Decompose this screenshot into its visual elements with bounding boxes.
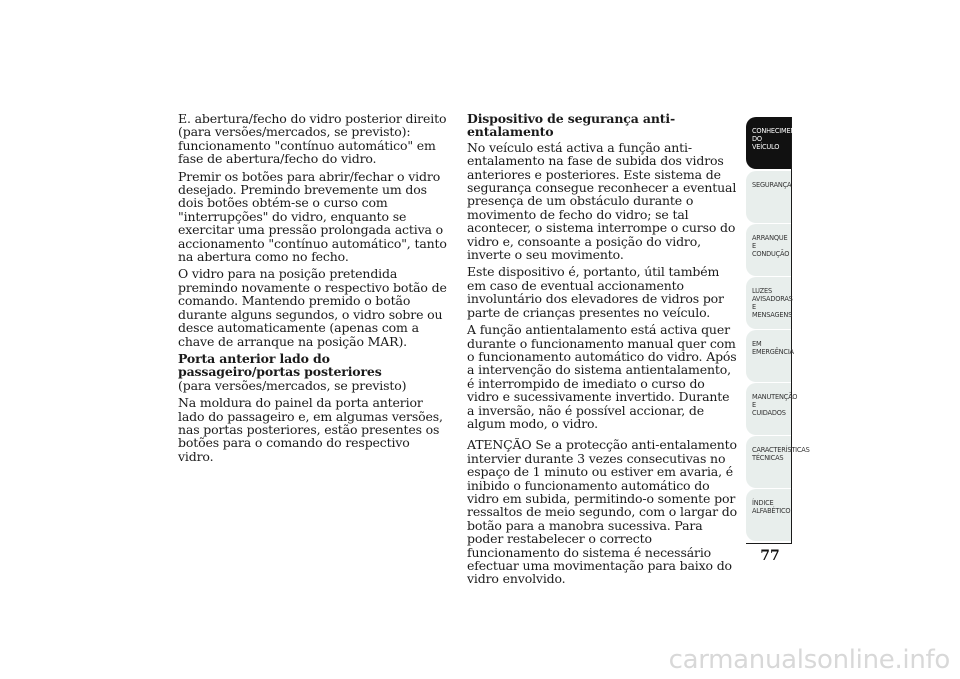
warning-note: ATENÇÃO Se a protecção anti-entalamento intervier durante 3 vezes consecutivas no espaço de 1 minuto ou estiver em avaria, é inibido o funcionamento automático do vidro em subida, permitindo-o somente por ressaltos de meio segundo, com o largar do botão para a manobra sucessiva. Para poder restabelecer o correcto funcionamento do sistema é necessário efectuar uma movimentação para baixo do vidro envolvido. [467,437,738,587]
tab-luzes-avisadoras[interactable] [746,277,791,329]
tab-indice-alfabetico[interactable] [746,489,791,541]
paragraph: E. abertura/fecho do vidro posterior direito (para versões/mercados, se previsto): funcionamento "contínuo automático" em fase de abertura/fecho do vidro. [178,111,447,167]
paragraph: Premir os botões para abrir/fechar o vidro desejado. Premindo brevemente um dos dois botões obtém-se o curso com "interrupções" do vidro, enquanto se exercitar uma pressão prolongada activa o accionamento "contínuo automático", tanto na abertura como no fecho. [178,168,447,265]
tab-arranque-e-conducao[interactable] [746,224,791,276]
tab-label: SEGURANÇA [752,181,792,189]
chapter-tab-sidebar [746,117,810,544]
page-number: 77 [760,548,780,564]
section-heading: Porta anterior lado do passageiro/portas posteriores [178,350,382,380]
tab-label: ÍNDICE ALFABÉTICO [752,499,791,515]
tab-manutencao[interactable] [746,383,798,435]
left-text-column [178,112,448,467]
tab-conhecimento-do-veiculo[interactable] [746,117,805,169]
paragraph: No veículo está activa a função anti-entalamento na fase de subida dos vidros anteriores e posteriores. Este sistema de segurança consegue reconhecer a eventual presença de um obstáculo durante o movimento de fecho do vidro; se tal acontecer, o sistema interrompe o curso do vidro e, consoante a posição do vidro, inverte o seu movimento. [467,139,737,263]
tab-label: CONHECIMENTO DO VEÍCULO [752,127,805,151]
right-text-column [467,112,737,590]
tab-label: CARACTERÍSTICAS TÉCNICAS [752,446,810,462]
paragraph: O vidro para na posição pretendida premindo novamente o respectivo botão de comando. Mantendo premido o botão durante alguns segundos, o vidro sobre ou desce automaticamente (apenas com a chave de arranque na posição MAR). [178,266,447,349]
tab-label: LUZES AVISADORAS E MENSAGENS [752,287,793,319]
paragraph: Na moldura do painel da porta anterior lado do passageiro e, em algumas versões, nas portas posteriores, estão presentes os botões para o comando do respectivo vidro. [178,395,443,464]
tab-seguranca[interactable] [746,171,791,223]
watermark: carmanualsonline.info [668,645,950,675]
tab-label: ARRANQUE E CONDUÇÃO [752,234,790,258]
paragraph: A função antientalamento está activa quer durante o funcionamento manual quer com o funcionamento automático do vidro. Após a intervenção do sistema antientalamento, é interrompido de imediato o curso do vidro e sucessivamente invertido. Durante a inversão, não é possível accionar, de algum modo, o vidro. [467,322,737,431]
tab-label: EM EMERGÊNCIA [752,340,794,356]
paragraph: Este dispositivo é, portanto, útil também em caso de eventual accionamento involuntário dos elevadores de vidros por parte de crianças presentes no veículo. [467,264,724,320]
section-heading: Dispositivo de segurança anti-entalamento [467,111,676,140]
tab-em-emergencia[interactable] [746,330,794,382]
section-subheading: (para versões/mercados, se previsto) [178,377,407,393]
tab-label: MANUTENÇÃO E CUIDADOS [752,393,798,417]
tab-caracteristicas-tecnicas[interactable] [746,436,810,488]
